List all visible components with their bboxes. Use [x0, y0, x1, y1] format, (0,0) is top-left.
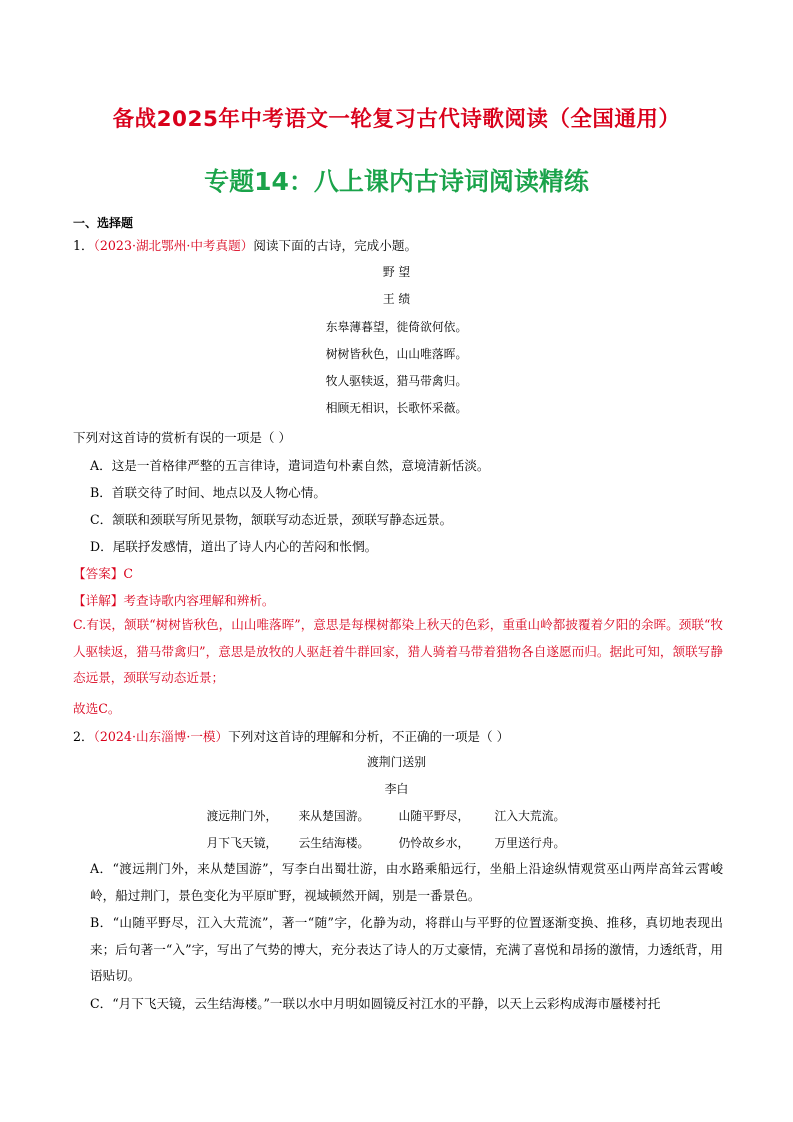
detail-text: 考查诗歌内容理解和辨析。: [123, 593, 275, 608]
q2-poem-phrase: 山随平野尽，: [398, 809, 470, 823]
answer-label: 【答案】: [73, 566, 124, 581]
q2-option-c: C．“月下飞天镜，云生结海楼。”一联以水中月明如圆镜反衬江水的平静，以天上云彩构成海市蜃楼衬托: [90, 996, 661, 1011]
q1-poem-line: 相顾无相识，长歌怀采薇。: [325, 401, 468, 415]
q1-poem-line: 树树皆秋色，山山唯落晖。: [325, 347, 468, 361]
detail-label: 【详解】: [73, 593, 124, 608]
q1-poem-author: 王 绩: [382, 292, 411, 306]
document-subtitle: 专题14：八上课内古诗词阅读精练: [204, 167, 589, 196]
answer-value: C: [123, 566, 134, 581]
q1-option-d: D．尾联抒发感情，道出了诗人内心的苦闷和怅惘。: [90, 539, 378, 554]
q1-poem-title: 野 望: [382, 265, 411, 279]
q2-poem-author: 李白: [384, 782, 409, 796]
q1-prompt: 阅读下面的古诗，完成小题。: [253, 238, 418, 253]
q1-option-b: B．首联交待了时间、地点以及人物心情。: [90, 485, 326, 500]
q1-explanation: C.有误，颔联“树树皆秋色，山山唯落晖”，意思是每棵树都染上秋天的色彩，重重山岭都披覆着夕阳的余晖。颈联“牧人驱犊返，猎马带禽归”，意思是放牧的人驱赶着牛群回家，猎人骑着马带着猎物各自遂愿而归。据此可知，颔联写静态远景，颈联写动态近景；: [73, 617, 723, 685]
q1-option-c: C．颔联和颈联写所见景物，颔联写动态近景，颈联写静态远景。: [90, 512, 453, 527]
q2-option-a: A．“渡远荆门外，来从楚国游”，写李白出蜀壮游，由水路乘船远行，坐船上沿途纵情观赏巫山两岸高耸云霄峻岭，船过荆门，景色变化为平原旷野，视域顿然开阔，别是一番景色。: [90, 861, 723, 903]
q2-poem-phrase: 月下飞天镜，: [206, 836, 278, 850]
q2-poem-row: [0, 834, 793, 851]
q1-answer: [73, 563, 133, 582]
q2-number: 2．: [73, 729, 94, 744]
q1-question: 下列对这首诗的赏析有误的一项是（ ）: [73, 430, 292, 445]
q1-header: [73, 235, 417, 254]
document-title: 备战2025年中考语文一轮复习古代诗歌阅读（全国通用）: [112, 107, 681, 132]
q1-number: 1．: [73, 238, 94, 253]
q2-poem-phrase: 江入大荒流。: [494, 809, 566, 823]
q1-poem-line: 牧人驱犊返，猎马带禽归。: [325, 374, 468, 388]
q1-detail: [73, 590, 275, 609]
q1-poem-line: 东皋薄暮望，徙倚欲何依。: [325, 320, 468, 334]
q2-poem-title: 渡荆门送别: [367, 755, 426, 769]
q2-poem-phrase: 渡远荆门外，: [206, 809, 278, 823]
q2-prompt: 下列对这首诗的理解和分析，不正确的一项是（ ）: [228, 729, 510, 744]
q2-source: （2024·山东淄博·一模）: [93, 729, 229, 744]
q2-poem-phrase: 云生结海楼。: [298, 836, 370, 850]
q2-poem-phrase: 来从楚国游。: [298, 809, 370, 823]
q2-option-b: B．“山随平野尽，江入大荒流”，著一“随”字，化静为动，将群山与平野的位置逐渐变换、推移，真切地表现出来；后句著一“入”字，写出了气势的博大，充分表达了诗人的万丈豪情，充满了喜悦和昂扬的激情，力透纸背，用语贴切。: [90, 915, 723, 983]
q1-option-a: A．这是一首格律严整的五言律诗，遣词造句朴素自然，意境清新恬淡。: [90, 458, 490, 473]
q1-conclusion: 故选C。: [73, 701, 121, 716]
q2-poem-row: [0, 807, 793, 824]
q2-poem-phrase: 仍怜故乡水，: [398, 836, 470, 850]
q2-header: [73, 726, 509, 745]
q2-poem-phrase: 万里送行舟。: [494, 836, 566, 850]
section-heading: 一、选择题: [73, 216, 134, 230]
q1-source: （2023·湖北鄂州·中考真题）: [93, 238, 254, 253]
